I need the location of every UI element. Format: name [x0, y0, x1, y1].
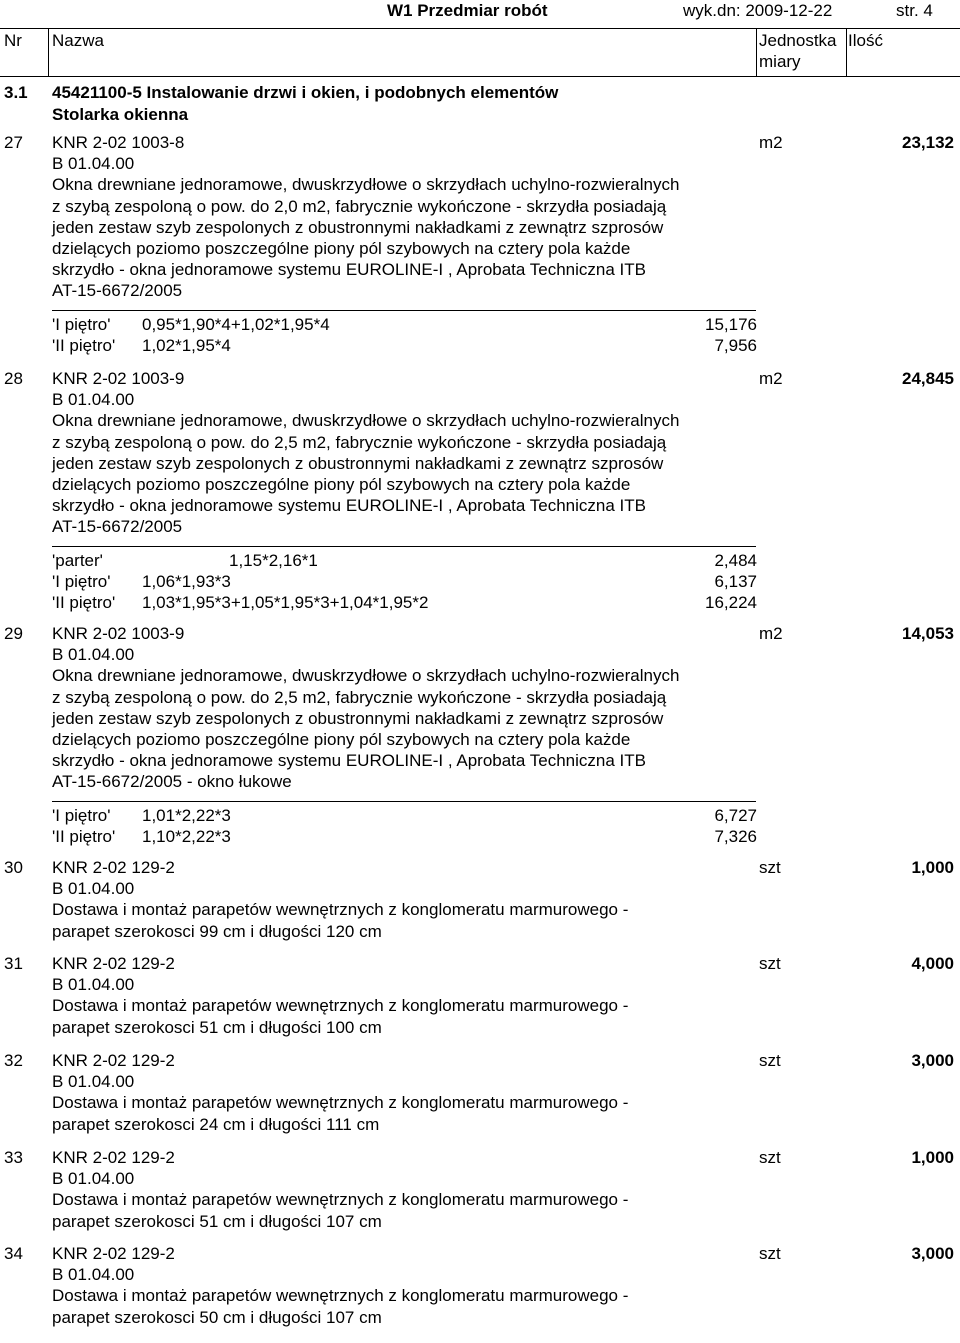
item-quantity: 24,845: [902, 369, 954, 388]
calc-label: 'I piętro': [52, 805, 111, 825]
item-number: 33: [4, 1148, 23, 1167]
calc-label: 'II piętro': [52, 826, 116, 846]
section-subtitle: Stolarka okienna: [52, 105, 189, 124]
item-number: 32: [4, 1051, 23, 1070]
item-number: 29: [4, 624, 23, 643]
item-description-line: parapet szerokosci 51 cm i długości 100 cm: [52, 1017, 382, 1037]
item-description: [52, 995, 752, 1037]
item-description: [52, 665, 752, 792]
item-description-line: Okna drewniane jednoramowe, dwuskrzydłowe o skrzydłach uchylno-rozwieralnych: [52, 175, 680, 195]
item-description-line: skrzydło - okna jednoramowe systemu EUROLINE-I , Aprobata Techniczna ITB: [52, 751, 646, 771]
item-code: B 01.04.00: [52, 1169, 135, 1189]
item-description-line: skrzydło - okna jednoramowe systemu EUROLINE-I , Aprobata Techniczna ITB: [52, 496, 646, 516]
item-quantity: 23,132: [902, 133, 954, 152]
calc-label: 'II piętro': [52, 593, 116, 612]
item-description-line: jeden zestaw szyb zespolonych z obustronnymi nakładkami z zewnątrz szprosów: [52, 217, 664, 237]
calc-value: 6,727: [714, 805, 757, 825]
calc-formula: 1,10*2,22*3: [142, 826, 231, 846]
item-unit: m2: [759, 133, 783, 152]
item-quantity: 1,000: [911, 1148, 954, 1167]
item-unit: m2: [759, 369, 783, 388]
item-description-line: parapet szerokosci 99 cm i długości 120 cm: [52, 921, 382, 941]
item-description: [52, 1285, 752, 1327]
section-number: 3.1: [4, 83, 28, 102]
item-code: B 01.04.00: [52, 390, 135, 410]
item-description-line: Dostawa i montaż parapetów wewnętrznych z konglomeratu marmurowego -: [52, 1190, 629, 1210]
item-description-line: dzielących poziomo poszczególne piony pól szybowych na cztery pola każde: [52, 730, 631, 749]
item-code: B 01.04.00: [52, 879, 135, 899]
item-reference: KNR 2-02 129-2: [52, 1051, 175, 1070]
calc-formula: 1,06*1,93*3: [142, 571, 231, 591]
item-unit: m2: [759, 624, 783, 643]
calc-label: 'I piętro': [52, 314, 111, 334]
item-description: [52, 899, 752, 941]
calc-formula: 0,95*1,90*4+1,02*1,95*4: [142, 314, 330, 334]
calc-label: 'parter': [52, 550, 103, 570]
calc-value: 15,176: [705, 314, 757, 334]
document-title: W1 Przedmiar robót: [387, 1, 548, 20]
item-description-line: Dostawa i montaż parapetów wewnętrznych z konglomeratu marmurowego -: [52, 1286, 629, 1306]
column-header-jednostka: Jednostka: [759, 31, 837, 50]
calc-formula: 1,15*2,16*1: [229, 550, 318, 570]
header-top-rule: [0, 28, 960, 29]
item-description-line: dzielących poziomo poszczególne piony pól szybowych na cztery pola każde: [52, 475, 631, 494]
header-divider: [846, 28, 847, 76]
item-reference: KNR 2-02 129-2: [52, 858, 175, 877]
item-description-line: parapet szerokosci 24 cm i długości 111 cm: [52, 1114, 380, 1134]
calc-separator: [52, 546, 756, 547]
column-header-miary: miary: [759, 52, 801, 71]
item-description-line: Dostawa i montaż parapetów wewnętrznych z konglomeratu marmurowego -: [52, 900, 629, 920]
item-code: B 01.04.00: [52, 154, 135, 174]
calc-value: 16,224: [705, 593, 757, 612]
item-description-line: jeden zestaw szyb zespolonych z obustronnymi nakładkami z zewnątrz szprosów: [52, 708, 664, 728]
item-description-line: jeden zestaw szyb zespolonych z obustronnymi nakładkami z zewnątrz szprosów: [52, 453, 664, 473]
item-code: B 01.04.00: [52, 645, 135, 665]
item-description-line: parapet szerokosci 50 cm i długości 107 cm: [52, 1307, 382, 1327]
item-unit: szt: [759, 954, 781, 973]
column-header-nr: Nr: [4, 31, 22, 50]
item-reference: KNR 2-02 129-2: [52, 1148, 175, 1167]
calc-formula: 1,01*2,22*3: [142, 805, 231, 825]
item-quantity: 4,000: [911, 954, 954, 973]
item-number: 31: [4, 954, 23, 973]
item-description-line: z szybą zespoloną o pow. do 2,5 m2, fabrycznie wykończone - skrzydła posiadają: [52, 687, 667, 707]
item-reference: KNR 2-02 129-2: [52, 954, 175, 973]
item-description-line: AT-15-6672/2005: [52, 281, 183, 301]
calc-separator: [52, 801, 756, 802]
header-bottom-rule: [0, 76, 960, 77]
item-description-line: z szybą zespoloną o pow. do 2,5 m2, fabrycznie wykończone - skrzydła posiadają: [52, 432, 667, 452]
item-description: [52, 1092, 752, 1134]
item-reference: KNR 2-02 1003-9: [52, 369, 185, 388]
header-divider: [756, 28, 757, 76]
calc-formula: 1,02*1,95*4: [142, 335, 231, 355]
item-reference: KNR 2-02 1003-8: [52, 133, 185, 152]
calc-value: 6,137: [714, 571, 757, 591]
item-number: 27: [4, 133, 23, 152]
item-number: 28: [4, 369, 23, 388]
item-description-line: dzielących poziomo poszczególne piony pól szybowych na cztery pola każde: [52, 239, 631, 258]
calc-value: 7,326: [714, 826, 757, 846]
item-unit: szt: [759, 1051, 781, 1070]
item-reference: KNR 2-02 1003-9: [52, 624, 185, 643]
item-description-line: parapet szerokosci 51 cm i długości 107 cm: [52, 1211, 382, 1231]
item-quantity: 1,000: [911, 858, 954, 877]
item-quantity: 3,000: [911, 1244, 954, 1263]
item-description-line: Dostawa i montaż parapetów wewnętrznych z konglomeratu marmurowego -: [52, 1093, 629, 1113]
header-divider: [48, 28, 49, 76]
item-number: 30: [4, 858, 23, 877]
calc-label: 'I piętro': [52, 571, 111, 591]
item-description-line: skrzydło - okna jednoramowe systemu EUROLINE-I , Aprobata Techniczna ITB: [52, 260, 646, 280]
item-description: [52, 410, 752, 537]
item-quantity: 3,000: [911, 1051, 954, 1070]
item-description: [52, 1189, 752, 1231]
column-header-nazwa: Nazwa: [52, 31, 104, 50]
item-description-line: AT-15-6672/2005: [52, 517, 183, 537]
column-header-ilosc: Ilość: [848, 31, 883, 50]
item-description: [52, 174, 752, 301]
section-title: 45421100-5 Instalowanie drzwi i okien, i podobnych elementów: [52, 83, 559, 102]
item-description-line: z szybą zespoloną o pow. do 2,0 m2, fabrycznie wykończone - skrzydła posiadają: [52, 196, 667, 216]
item-description-line: Okna drewniane jednoramowe, dwuskrzydłowe o skrzydłach uchylno-rozwieralnych: [52, 666, 680, 686]
calc-label: 'II piętro': [52, 335, 116, 355]
item-quantity: 14,053: [902, 624, 954, 643]
item-unit: szt: [759, 1244, 781, 1263]
item-description-line: AT-15-6672/2005 - okno łukowe: [52, 772, 292, 792]
calc-value: 2,484: [714, 550, 757, 570]
item-description-line: Okna drewniane jednoramowe, dwuskrzydłowe o skrzydłach uchylno-rozwieralnych: [52, 411, 680, 431]
calc-separator: [52, 310, 756, 311]
item-code: B 01.04.00: [52, 975, 135, 995]
item-description-line: Dostawa i montaż parapetów wewnętrznych z konglomeratu marmurowego -: [52, 996, 629, 1016]
item-unit: szt: [759, 858, 781, 877]
item-reference: KNR 2-02 129-2: [52, 1244, 175, 1263]
item-code: B 01.04.00: [52, 1072, 135, 1092]
calc-formula: 1,03*1,95*3+1,05*1,95*3+1,04*1,95*2: [142, 593, 429, 612]
page-number: str. 4: [896, 1, 933, 20]
item-number: 34: [4, 1244, 23, 1263]
item-unit: szt: [759, 1148, 781, 1167]
document-date: wyk.dn: 2009-12-22: [683, 1, 833, 20]
item-code: B 01.04.00: [52, 1265, 135, 1285]
calc-value: 7,956: [714, 335, 757, 355]
